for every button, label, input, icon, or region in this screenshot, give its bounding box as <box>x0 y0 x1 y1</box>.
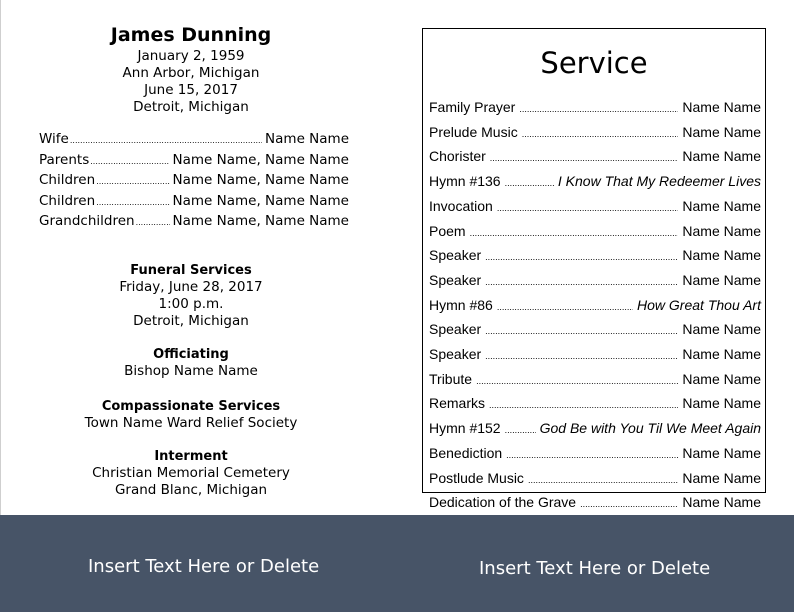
program-row <box>429 368 761 393</box>
dot-leader <box>506 444 678 467</box>
funeral-services <box>1 262 381 330</box>
program-row <box>429 121 761 146</box>
program-label: Speaker <box>429 271 482 288</box>
funeral-time: 1:00 p.m. <box>158 296 224 312</box>
program-label: Speaker <box>429 346 482 363</box>
funeral-place: Detroit, Michigan <box>133 313 249 329</box>
family-label: Wife <box>39 131 69 147</box>
footer-left-text: Insert Text Here or Delete <box>88 556 320 577</box>
interment-section <box>1 448 381 499</box>
dot-leader <box>485 271 678 294</box>
program-label: Hymn #136 <box>429 173 501 190</box>
dot-leader <box>96 193 169 213</box>
funeral-date: Friday, June 28, 2017 <box>119 279 263 295</box>
family-row <box>39 212 349 233</box>
family-label: Grandchildren <box>39 213 135 229</box>
service-program-box <box>422 28 766 511</box>
dot-leader <box>70 131 262 151</box>
program-row <box>429 442 761 467</box>
program-label: Speaker <box>429 321 482 338</box>
program-row <box>429 491 761 516</box>
program-value: Name Name <box>682 148 761 165</box>
dot-leader <box>490 147 679 170</box>
program-value: How Great Thou Art <box>637 296 761 313</box>
program-row <box>429 195 761 220</box>
death-place: Detroit, Michigan <box>133 99 249 115</box>
program-row <box>429 96 761 121</box>
compassionate-section <box>1 398 381 432</box>
dot-leader <box>485 320 678 343</box>
family-label: Children <box>39 172 96 188</box>
program-value: Name Name <box>682 444 761 461</box>
interment-heading: Interment <box>154 449 228 464</box>
officiating-section <box>1 346 381 380</box>
program-value: God Be with You Til We Meet Again <box>539 420 761 437</box>
program-value: Name Name <box>682 247 761 264</box>
dot-leader <box>136 213 170 233</box>
dot-leader <box>497 197 679 220</box>
program-label: Benediction <box>429 444 503 461</box>
dot-leader <box>522 123 679 146</box>
program-row <box>429 343 761 368</box>
dot-leader <box>470 222 679 245</box>
program-value: Name Name <box>682 271 761 288</box>
program-label: Hymn #152 <box>429 420 501 437</box>
program-row <box>429 392 761 417</box>
family-value: Name Name, Name Name <box>172 192 349 209</box>
program-label: Poem <box>429 222 466 239</box>
officiating-heading: Officiating <box>153 347 229 362</box>
service-title: Service <box>540 46 648 80</box>
family-value: Name Name, Name Name <box>172 151 349 168</box>
program-value: I Know That My Redeemer Lives <box>557 173 761 190</box>
program-label: Chorister <box>429 148 486 165</box>
program-value: Name Name <box>682 321 761 338</box>
dot-leader <box>505 419 536 442</box>
dot-leader <box>505 172 554 195</box>
interment-line1: Christian Memorial Cemetery <box>92 465 290 481</box>
family-label: Parents <box>39 151 90 168</box>
family-value: Name Name <box>265 131 349 147</box>
dot-leader <box>485 246 678 269</box>
program-row <box>429 467 761 492</box>
family-label: Children <box>39 192 96 209</box>
deceased-name: James Dunning <box>110 24 272 46</box>
funeral-heading: Funeral Services <box>130 263 252 278</box>
program-value: Name Name <box>682 494 761 511</box>
program-row <box>429 269 761 294</box>
program-row <box>429 294 761 319</box>
dot-leader <box>476 370 678 393</box>
left-panel <box>0 0 381 515</box>
officiating-value: Bishop Name Name <box>124 363 258 379</box>
family-row <box>39 171 349 192</box>
family-list <box>39 130 349 233</box>
program-value: Name Name <box>682 197 761 214</box>
deceased-info <box>1 22 381 116</box>
program-label: Prelude Music <box>429 123 518 140</box>
program-label: Tribute <box>429 370 473 387</box>
dot-leader <box>489 394 678 417</box>
dot-leader <box>497 296 633 319</box>
program-value: Name Name <box>682 469 761 486</box>
program-label: Dedication of the Grave <box>429 494 577 511</box>
program-label: Speaker <box>429 247 482 264</box>
program-label: Postlude Music <box>429 469 524 486</box>
family-row <box>39 130 349 151</box>
program-row <box>429 417 761 442</box>
program-value: Name Name <box>682 395 761 412</box>
interment-line2: Grand Blanc, Michigan <box>114 482 268 498</box>
family-value: Name Name, Name Name <box>172 213 349 229</box>
program-row <box>429 318 761 343</box>
compassionate-heading: Compassionate Services <box>101 399 281 414</box>
program-row <box>429 244 761 269</box>
compassionate-value: Town Name Ward Relief Society <box>84 415 298 431</box>
family-row <box>39 151 349 172</box>
birth-date: January 2, 1959 <box>137 48 245 64</box>
program-value: Name Name <box>682 346 761 363</box>
footer-right-text: Insert Text Here or Delete <box>479 558 711 579</box>
program-value: Name Name <box>682 222 761 239</box>
program-label: Hymn #86 <box>429 296 493 313</box>
birth-place: Ann Arbor, Michigan <box>122 65 260 81</box>
program-label: Invocation <box>429 197 493 214</box>
dot-leader <box>96 172 169 192</box>
dot-leader <box>580 493 678 516</box>
program-list <box>429 96 761 516</box>
family-row <box>39 192 349 213</box>
program-value: Name Name <box>682 99 761 115</box>
program-label: Remarks <box>429 395 486 412</box>
dot-leader <box>90 152 169 172</box>
program-row <box>429 145 761 170</box>
dot-leader <box>528 469 678 492</box>
dot-leader <box>485 345 678 368</box>
footer-band <box>0 515 794 612</box>
death-date: June 15, 2017 <box>144 82 238 98</box>
family-value: Name Name, Name Name <box>172 172 349 188</box>
program-value: Name Name <box>682 123 761 140</box>
program-label: Family Prayer <box>429 99 516 115</box>
dot-leader <box>519 98 678 121</box>
program-row <box>429 220 761 245</box>
program-value: Name Name <box>682 370 761 387</box>
program-row <box>429 170 761 195</box>
